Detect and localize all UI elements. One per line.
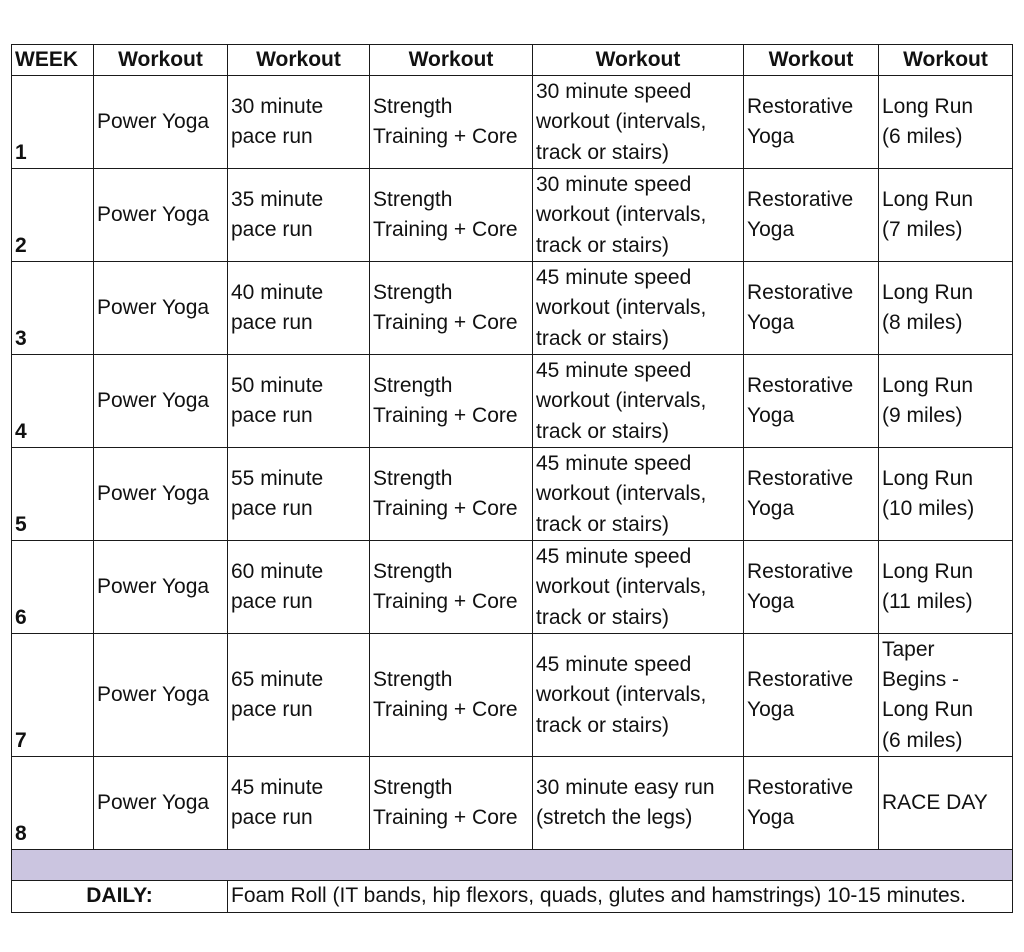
cell-line: Training + Core [373,404,518,428]
week-row [12,634,1013,757]
cell-line: Yoga [747,497,795,521]
week-number: 5 [12,448,94,541]
strength-cell [370,76,533,169]
cell-line: track or stairs) [536,233,670,257]
speed-workout-cell [533,757,744,850]
cell-line: Training + Core [373,806,518,830]
cell-line: 35 minute [231,188,324,211]
week-row [12,355,1013,448]
cell-line: Strength [373,281,453,304]
speed-workout-cell [533,76,744,169]
cell-line: Strength [373,95,453,118]
cell-line: (7 miles) [882,218,963,242]
cell-line: track or stairs) [536,713,670,737]
power-yoga-cell: Power Yoga [94,757,228,850]
cell-line: (6 miles) [882,125,963,149]
pace-run-cell [228,76,370,169]
week-row [12,757,1013,850]
cell-line: 45 minute speed [536,544,692,568]
long-run-cell [879,541,1013,634]
cell-line: track or stairs) [536,512,670,536]
cell-line: 45 minute speed [536,265,692,289]
cell-line: 30 minute easy run [536,776,715,799]
cell-line: 50 minute [231,374,324,397]
cell-line: RACE DAY [882,791,988,815]
cell-line: Restorative [747,668,854,691]
week-number: 7 [12,634,94,757]
strength-cell [370,169,533,262]
cell-line: 30 minute [231,95,324,118]
cell-line: pace run [231,311,313,335]
cell-line: 55 minute [231,467,324,490]
cell-line: Long Run [882,95,974,118]
long-run-cell [879,76,1013,169]
pace-run-cell [228,541,370,634]
header-workout-3: Workout [370,45,533,76]
week-row [12,262,1013,355]
cell-line: Restorative [747,281,854,304]
cell-line: 45 minute speed [536,652,692,676]
header-week: WEEK [12,45,94,76]
cell-line: pace run [231,218,313,242]
power-yoga-cell: Power Yoga [94,262,228,355]
cell-line: (9 miles) [882,404,963,428]
separator-band [12,850,1013,881]
cell-line: (8 miles) [882,311,963,335]
restorative-yoga-cell [744,757,879,850]
cell-line: (10 miles) [882,497,975,521]
pace-run-cell [228,169,370,262]
cell-line: (stretch the legs) [536,806,693,830]
cell-line: workout (intervals, [536,575,707,599]
long-run-cell [879,634,1013,757]
power-yoga-cell: Power Yoga [94,76,228,169]
week-number: 6 [12,541,94,634]
cell-line: track or stairs) [536,140,670,164]
cell-line: Long Run [882,374,974,397]
cell-line: workout (intervals, [536,482,707,506]
cell-line: pace run [231,404,313,428]
strength-cell [370,541,533,634]
week-number: 2 [12,169,94,262]
restorative-yoga-cell [744,634,879,757]
strength-cell [370,262,533,355]
strength-cell [370,634,533,757]
cell-line: Long Run [882,188,974,211]
cell-line: workout (intervals, [536,389,707,413]
cell-line: Strength [373,188,453,211]
strength-cell [370,757,533,850]
cell-line: 45 minute [231,776,324,799]
speed-workout-cell [533,262,744,355]
cell-line: Strength [373,776,453,799]
cell-line: Begins - [882,668,960,691]
cell-line: Long Run [882,467,974,490]
pace-run-cell [228,757,370,850]
week-number: 3 [12,262,94,355]
cell-line: (6 miles) [882,728,963,752]
cell-line: workout (intervals, [536,683,707,707]
daily-row [12,881,1013,912]
power-yoga-cell: Power Yoga [94,169,228,262]
cell-line: pace run [231,590,313,614]
speed-workout-cell [533,541,744,634]
week-number: 1 [12,76,94,169]
cell-line: Training + Core [373,590,518,614]
restorative-yoga-cell [744,541,879,634]
cell-line: track or stairs) [536,419,670,443]
strength-cell [370,355,533,448]
restorative-yoga-cell [744,169,879,262]
long-run-cell [879,169,1013,262]
cell-line: Training + Core [373,497,518,521]
restorative-yoga-cell [744,448,879,541]
cell-line: Yoga [747,404,795,428]
training-schedule-table [11,44,1013,913]
pace-run-cell [228,634,370,757]
cell-line: Strength [373,374,453,397]
power-yoga-cell: Power Yoga [94,541,228,634]
cell-line: Long Run [882,560,974,583]
pace-run-cell [228,355,370,448]
cell-line: Restorative [747,188,854,211]
cell-line: track or stairs) [536,605,670,629]
power-yoga-cell: Power Yoga [94,355,228,448]
strength-cell [370,448,533,541]
cell-line: 40 minute [231,281,324,304]
speed-workout-cell [533,448,744,541]
cell-line: (11 miles) [882,590,973,614]
header-workout-2: Workout [228,45,370,76]
cell-line: 30 minute speed [536,79,692,103]
cell-line: Restorative [747,95,854,118]
long-run-cell [879,757,1013,850]
speed-workout-cell [533,355,744,448]
cell-line: Yoga [747,218,795,242]
cell-line: 45 minute speed [536,358,692,382]
cell-line: 30 minute speed [536,172,692,196]
cell-line: Strength [373,560,453,583]
header-workout-1: Workout [94,45,228,76]
week-row [12,169,1013,262]
cell-line: Long Run [882,281,974,304]
cell-line: pace run [231,698,313,722]
cell-line: Yoga [747,125,795,149]
pace-run-cell [228,448,370,541]
cell-line: workout (intervals, [536,110,707,134]
cell-line: Yoga [747,806,795,830]
week-row [12,76,1013,169]
restorative-yoga-cell [744,355,879,448]
header-workout-5: Workout [744,45,879,76]
cell-line: 65 minute [231,668,324,691]
daily-text: Foam Roll (IT bands, hip flexors, quads, glutes and hamstrings) 10-15 minutes. [228,881,1013,912]
cell-line: Yoga [747,698,795,722]
restorative-yoga-cell [744,262,879,355]
cell-line: workout (intervals, [536,203,707,227]
cell-line: Training + Core [373,125,518,149]
cell-line: track or stairs) [536,326,670,350]
cell-line: Restorative [747,467,854,490]
header-workout-6: Workout [879,45,1013,76]
cell-line: Long Run [882,698,974,722]
cell-line: Yoga [747,590,795,614]
cell-line: Taper [882,637,935,661]
cell-line: Training + Core [373,698,518,722]
daily-label: DAILY: [12,881,228,912]
speed-workout-cell [533,169,744,262]
cell-line: Restorative [747,374,854,397]
speed-workout-cell [533,634,744,757]
pace-run-cell [228,262,370,355]
week-row [12,448,1013,541]
cell-line: Strength [373,467,453,490]
cell-line: 60 minute [231,560,324,583]
cell-line: Yoga [747,311,795,335]
long-run-cell [879,355,1013,448]
long-run-cell [879,448,1013,541]
cell-line: Restorative [747,776,854,799]
header-workout-4: Workout [533,45,744,76]
cell-line: pace run [231,806,313,830]
restorative-yoga-cell [744,76,879,169]
cell-line: workout (intervals, [536,296,707,320]
cell-line: Training + Core [373,218,518,242]
cell-line: pace run [231,125,313,149]
cell-line: pace run [231,497,313,521]
cell-line: Strength [373,668,453,691]
week-number: 8 [12,757,94,850]
power-yoga-cell: Power Yoga [94,448,228,541]
week-rows [12,76,1013,850]
power-yoga-cell: Power Yoga [94,634,228,757]
cell-line: 45 minute speed [536,451,692,475]
cell-line: Training + Core [373,311,518,335]
week-number: 4 [12,355,94,448]
long-run-cell [879,262,1013,355]
separator-band-cell [12,850,1013,881]
cell-line: Restorative [747,560,854,583]
header-row [12,45,1013,76]
week-row [12,541,1013,634]
